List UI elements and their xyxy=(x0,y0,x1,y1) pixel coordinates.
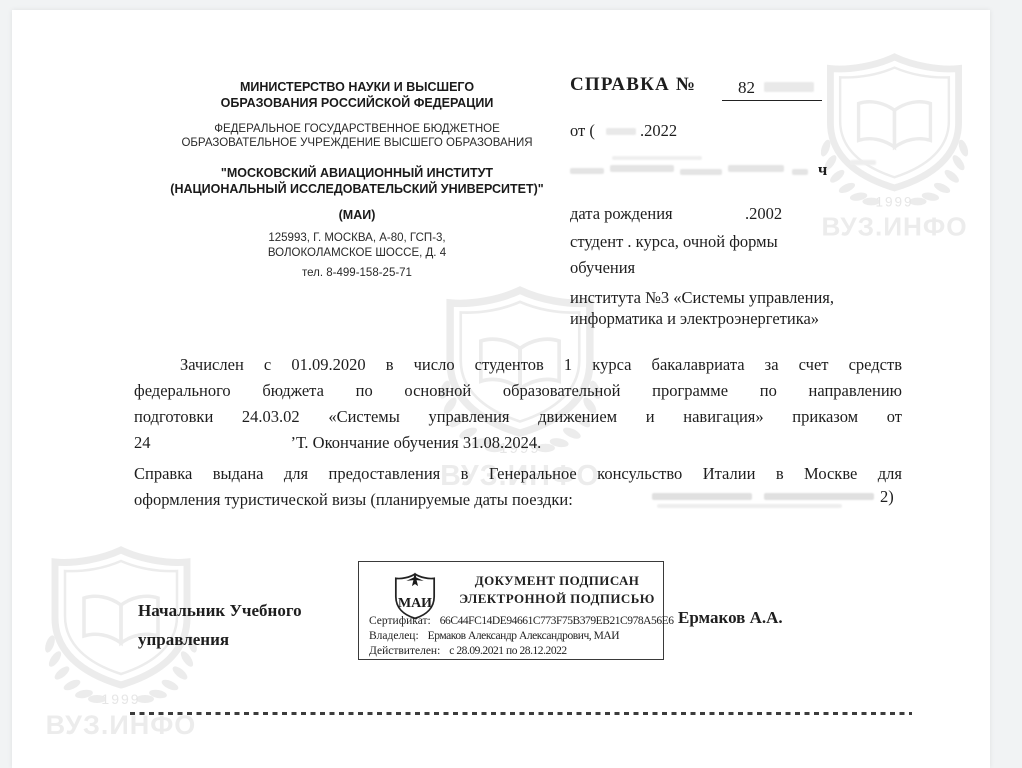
stamp-row-value: Ермаков Александр Александрович, МАИ xyxy=(427,630,620,642)
student-course-line: студент . курса, очной формы xyxy=(570,232,778,251)
number-underline xyxy=(722,100,822,101)
stamp-validity-row xyxy=(369,645,657,657)
stamp-row-label: Действителен: xyxy=(369,645,441,657)
org-address: 125993, Г. МОСКВА, А-80, ГСП-3, xyxy=(268,232,446,244)
stamp-row-value: 66C44FC14DE94661C773F75B379EB21C978A56E6 xyxy=(439,615,674,627)
redaction-mark xyxy=(570,168,604,174)
signer-position xyxy=(138,596,302,654)
issue-date-prefix: от ( xyxy=(570,121,595,140)
stamp-row-label: Владелец: xyxy=(369,630,419,642)
redaction-mark xyxy=(850,160,876,165)
dob-label: дата рождения xyxy=(570,204,673,223)
redaction-mark xyxy=(792,169,808,175)
institute-line: института №3 «Системы управления, xyxy=(570,288,834,307)
redaction-mark xyxy=(764,493,874,500)
paragraph-line: федерального бюджета по основной образовательной программе по направлению xyxy=(134,381,902,400)
student-name-visible: ч xyxy=(818,160,828,179)
fgbou-line: ОБРАЗОВАТЕЛЬНОЕ УЧРЕЖДЕНИЕ ВЫСШЕГО ОБРАЗОВАНИЯ xyxy=(181,137,533,149)
certificate-number: 82 xyxy=(738,78,755,97)
stamp-title-line: ДОКУМЕНТ ПОДПИСАН xyxy=(474,573,640,588)
redaction-mark xyxy=(610,165,674,172)
stamp-owner-row xyxy=(369,630,657,642)
signer-position-line: Начальник Учебного xyxy=(138,601,302,620)
dob-year: .2002 xyxy=(745,204,783,223)
stamp-title-line: ЭЛЕКТРОННОЙ ПОДПИСЬЮ xyxy=(459,591,655,606)
redaction-mark xyxy=(764,82,814,92)
university-name: "МОСКОВСКИЙ АВИАЦИОННЫЙ ИНСТИТУТ xyxy=(220,166,494,180)
university-abbr: (МАИ) xyxy=(338,208,376,222)
travel-dates-suffix: 2) xyxy=(880,487,894,506)
stamp-certificate-row xyxy=(369,615,674,627)
redaction-mark xyxy=(612,156,702,160)
university-name: (НАЦИОНАЛЬНЫЙ ИССЛЕДОВАТЕЛЬСКИЙ УНИВЕРСИТЕТ)" xyxy=(170,182,544,196)
redaction-mark xyxy=(652,493,752,500)
redaction-mark xyxy=(728,165,784,172)
document-page xyxy=(12,10,990,768)
stamp-row-label: Сертификат: xyxy=(369,615,431,627)
ministry-line: МИНИСТЕРСТВО НАУКИ И ВЫСШЕГО xyxy=(239,80,475,94)
mai-logo-text: МАИ xyxy=(397,596,433,612)
student-course-line: обучения xyxy=(570,258,636,277)
redaction-mark xyxy=(606,128,636,135)
paragraph-line: Зачислен с 01.09.2020 в число студентов 1 курса бакалавриата за счет средств xyxy=(180,355,902,374)
digital-signature-stamp xyxy=(358,561,674,660)
fgbou-line: ФЕДЕРАЛЬНОЕ ГОСУДАРСТВЕННОЕ БЮДЖЕТНОЕ xyxy=(214,123,500,135)
signer-name: Ермаков А.А. xyxy=(678,608,783,627)
signer-position-line: управления xyxy=(138,630,230,649)
paragraph-line: оформления туристической визы (планируемые даты поездки: xyxy=(134,490,573,509)
dashed-separator xyxy=(130,712,912,715)
stamp-row-value: с 28.09.2021 по 28.12.2022 xyxy=(449,645,567,657)
enrollment-paragraph xyxy=(134,352,902,456)
redaction-mark xyxy=(657,504,842,508)
paragraph-line xyxy=(134,430,902,456)
paragraph-line-end: ’Т. Окончание обучения 31.08.2024. xyxy=(290,433,542,452)
paragraph-line: Справка выдана для предоставления в Генеральное консульство Италии в Москве для xyxy=(134,464,902,483)
ministry-line: ОБРАЗОВАНИЯ РОССИЙСКОЙ ФЕДЕРАЦИИ xyxy=(220,96,494,110)
order-number-visible: 24 xyxy=(134,433,151,452)
paragraph-line: подготовки 24.03.02 «Системы управления движением и навигация» приказом от xyxy=(134,407,902,426)
mai-logo-icon xyxy=(387,567,443,621)
redaction-mark xyxy=(680,169,722,175)
issue-date-year: .2022 xyxy=(640,121,678,140)
certificate-title: СПРАВКА № xyxy=(570,74,697,95)
org-phone: тел. 8-499-158-25-71 xyxy=(302,267,412,279)
org-address: ВОЛОКОЛАМСКОЕ ШОССЕ, Д. 4 xyxy=(267,247,447,259)
institute-line: информатика и электроэнергетика» xyxy=(570,309,820,328)
